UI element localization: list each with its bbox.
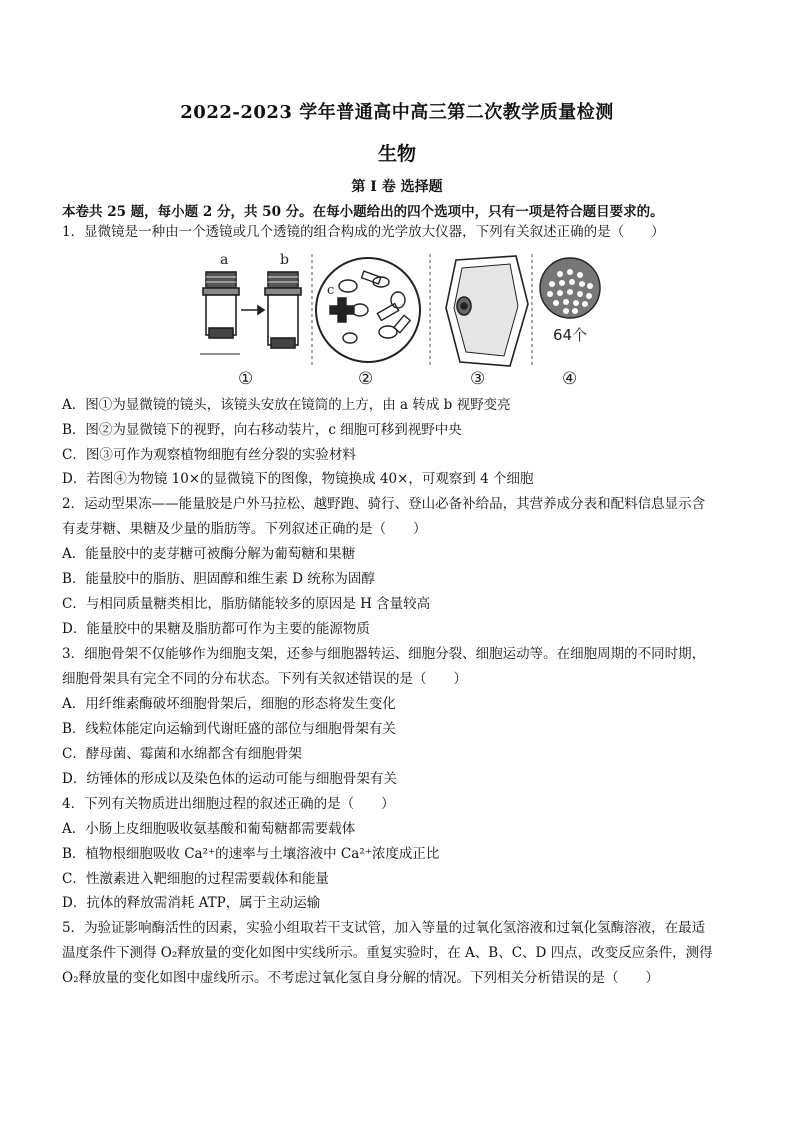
question-2-option-b: B．能量胶中的脂肪、胆固醇和维生素 D 统称为固醇	[62, 571, 375, 587]
cell-c-label: c	[327, 283, 335, 298]
question-4-option-d: D．抗体的释放需消耗 ATP，属于主动运输	[62, 895, 321, 911]
question-1-option-b: B．图②为显微镜下的视野，向右移动装片，c 细胞可移到视野中央	[62, 422, 462, 438]
question-1-option-a: A．图①为显微镜的镜头，该镜头安放在镜筒的上方，由 a 转成 b 视野变亮	[62, 397, 511, 413]
question-3-stem-line-1: 3．细胞骨架不仅能够作为细胞支架，还参与细胞器转运、细胞分裂、细胞运动等。在细胞周期的不同时期，	[62, 646, 706, 662]
panel-label-2: ②	[358, 369, 374, 389]
question-1-option-d: D．若图④为物镜 10×的显微镜下的图像，物镜换成 40×，可观察到 4 个细胞	[62, 471, 534, 487]
panel-2-field	[316, 258, 420, 362]
exam-title: 2022-2023 学年普通高中高三第二次教学质量检测	[180, 102, 614, 123]
microscope-figure	[198, 248, 612, 390]
lens-a-label: a	[220, 252, 229, 268]
panel-3-plant-cell	[446, 256, 528, 366]
panel-label-1: ①	[238, 369, 254, 389]
question-1-stem: 1．显微镜是一种由一个透镜或几个透镜的组合构成的光学放大仪器，下列有关叙述正确的是（ ）	[62, 224, 665, 240]
question-3-option-c: C．酵母菌、霉菌和水绵都含有细胞骨架	[62, 746, 302, 762]
question-5-stem-line-1: 5．为验证影响酶活性的因素，实验小组取若干支试管，加入等量的过氧化氢溶液和过氧化氢酶溶液，在最适	[62, 920, 706, 936]
question-1-option-c: C．图③可作为观察植物细胞有丝分裂的实验材料	[62, 447, 356, 463]
question-3-option-a: A．用纤维素酶破坏细胞骨架后，细胞的形态将发生变化	[62, 696, 396, 712]
panel-1-lenses	[200, 252, 301, 354]
question-3-stem-line-2: 细胞骨架具有完全不同的分布状态。下列有关叙述错误的是（ ）	[62, 671, 467, 687]
question-4-option-c: C．性激素进入靶细胞的过程需要载体和能量	[62, 871, 329, 887]
microscope-figure-svg	[198, 248, 612, 390]
panel-label-3: ③	[470, 369, 486, 389]
question-4-option-a: A．小肠上皮细胞吸收氨基酸和葡萄糖都需要载体	[62, 821, 356, 837]
question-4-option-b: B．植物根细胞吸收 Ca²⁺的速率与土壤溶液中 Ca²⁺浓度成正比	[62, 846, 440, 862]
question-2-option-d: D．能量胶中的果糖及脂肪都可作为主要的能源物质	[62, 621, 370, 637]
section-instructions: 本卷共 25 题，每小题 2 分，共 50 分。在每小题给出的四个选项中，只有一项是符合题目要求的。	[62, 204, 664, 220]
question-3-option-b: B．线粒体能定向运输到代谢旺盛的部位与细胞骨架有关	[62, 721, 396, 737]
panel-4-cell-mass	[540, 258, 600, 344]
question-3-option-d: D．纺锤体的形成以及染色体的运动可能与细胞骨架有关	[62, 771, 397, 787]
question-2-option-a: A．能量胶中的麦芽糖可被酶分解为葡萄糖和果糖	[62, 546, 356, 562]
question-4-stem: 4．下列有关物质进出细胞过程的叙述正确的是（ ）	[62, 796, 395, 812]
subject-heading: 生物	[377, 143, 416, 165]
question-5-stem-line-3: O₂释放量的变化如图中虚线所示。不考虑过氧化氢自身分解的情况。下列相关分析错误的是（ ）	[62, 970, 659, 986]
panel-label-4: ④	[562, 369, 578, 389]
count-label: 64个	[553, 326, 588, 344]
question-2-stem-line-1: 2．运动型果冻——能量胶是户外马拉松、越野跑、骑行、登山必备补给品，其营养成分表和配料信息显示含	[62, 496, 706, 512]
question-2-stem-line-2: 有麦芽糖、果糖及少量的脂肪等。下列叙述正确的是（ ）	[62, 521, 427, 537]
section-heading: 第 I 卷 选择题	[351, 179, 443, 195]
question-5-stem-line-2: 温度条件下测得 O₂释放量的变化如图中实线所示。重复实验时，在 A、B、C、D 四点，改变反应条件，测得	[62, 945, 713, 961]
question-2-option-c: C．与相同质量糖类相比，脂肪储能较多的原因是 H 含量较高	[62, 596, 431, 612]
lens-b-label: b	[280, 252, 289, 268]
